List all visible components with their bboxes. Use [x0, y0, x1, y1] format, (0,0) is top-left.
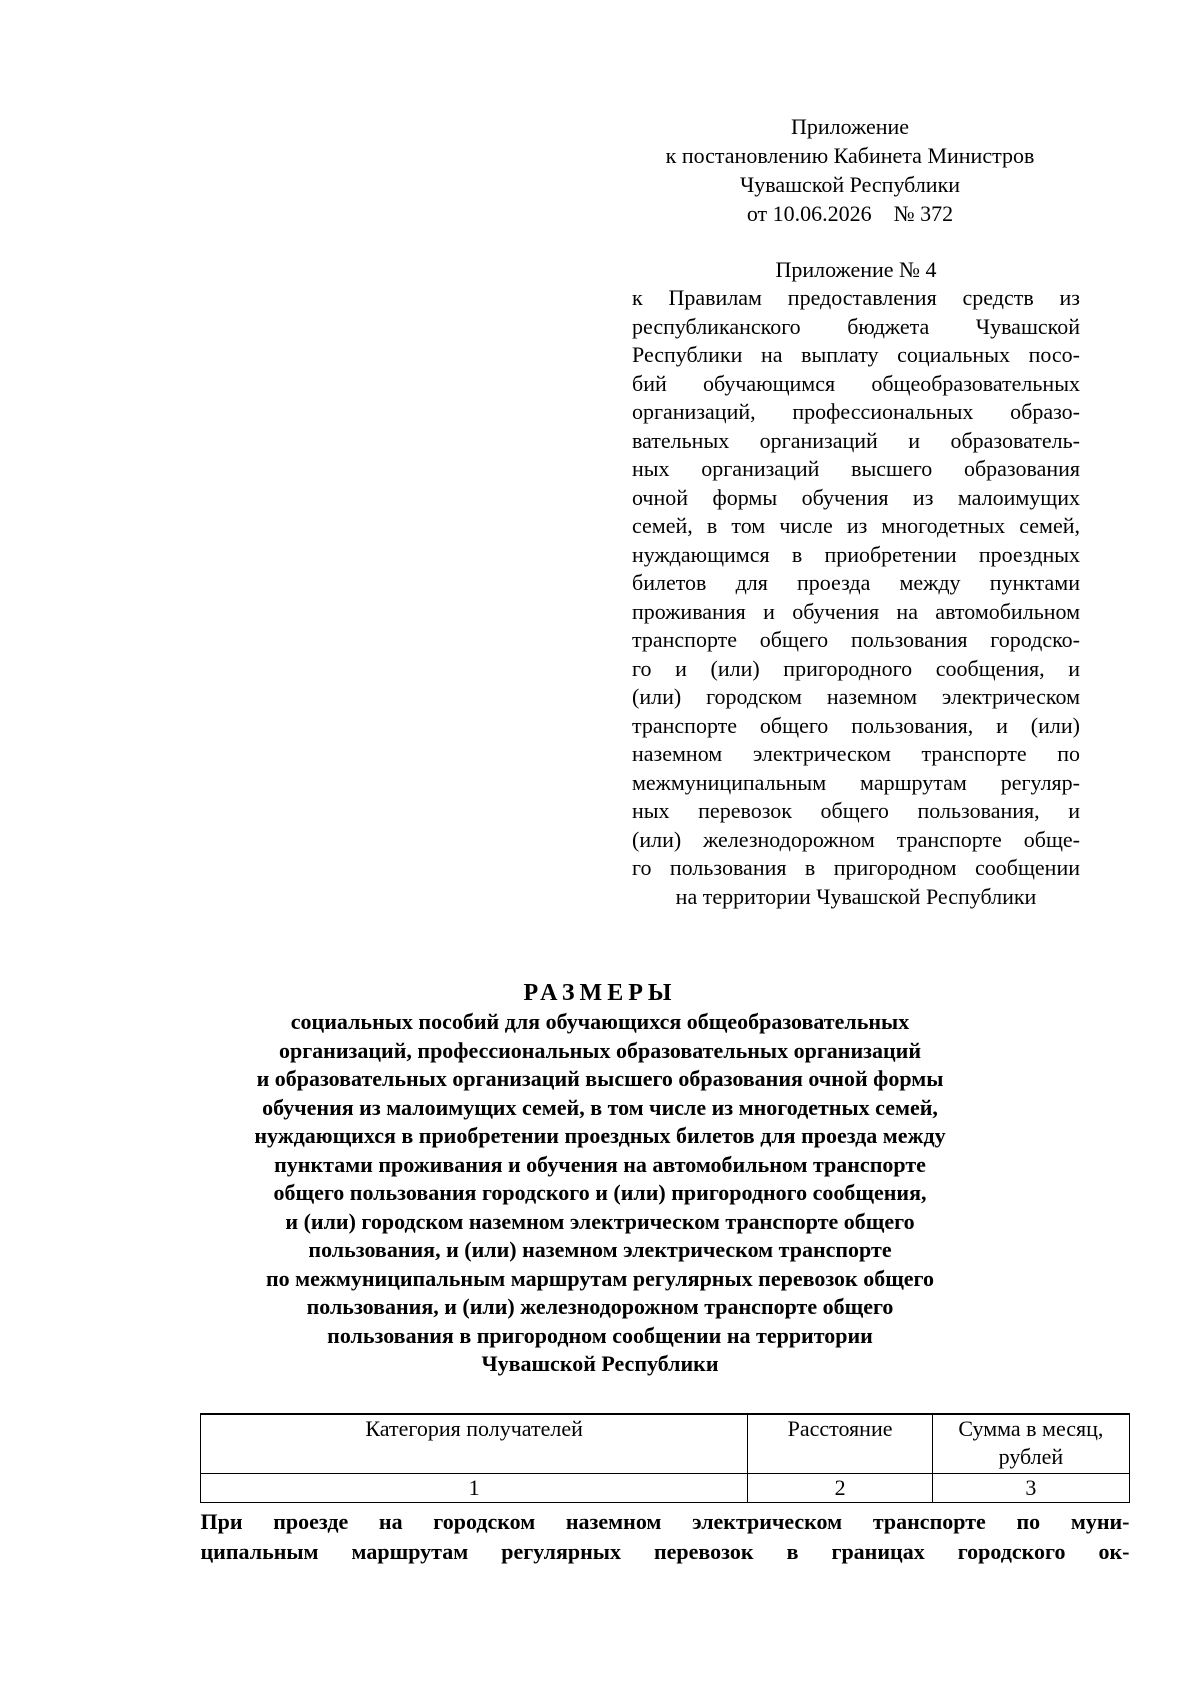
subtitle-line: обучения из малоимущих семей, в том числе из многодетных семей,: [262, 1094, 938, 1120]
appendix4-line: проживания и обучения на автомобильном: [632, 598, 1080, 624]
section-heading: [201, 1503, 1130, 1568]
appendix4-line: Республики на выплату социальных посо-: [632, 342, 1080, 367]
section-heading-line: При проезде на городском наземном электрическом транспорте по муни-: [200, 1509, 1130, 1534]
appendix4-line: организаций, профессиональных образо-: [632, 399, 1080, 424]
table-number-row: [201, 1474, 1130, 1503]
appendix-header: [600, 112, 1100, 228]
appendix4-line: к Правилам предоставления средств из: [632, 285, 1080, 310]
appendix4-line: наземном электрическом транспорте по: [632, 741, 1080, 766]
section-heading-line: ципальным маршрутам регулярных перевозок в границах городского ок-: [200, 1539, 1130, 1564]
subtitle-line: пунктами проживания и обучения на автомобильном транспорте: [274, 1151, 926, 1177]
appendix4-line: республиканского бюджета Чувашской: [632, 313, 1080, 339]
appendix4-body: [632, 284, 1080, 911]
appendix4-line: ных перевозок общего пользования, и: [632, 798, 1080, 823]
subtitle-line: нуждающихся в приобретении проездных билетов для проезда между: [254, 1123, 946, 1148]
appendix4-line: ных организаций высшего образования: [632, 456, 1080, 481]
subtitle-line: и (или) городском наземном электрическом транспорте общего: [285, 1208, 915, 1234]
subtitle-line: Чувашской Республики: [481, 1351, 719, 1376]
appendix4-line: на территории Чувашской Республики: [675, 883, 1037, 909]
appendix4-line: транспорте общего пользования, и (или): [632, 712, 1080, 738]
header-date-number: от 10.06.2026 № 372: [746, 201, 954, 226]
document-title: РАЗМЕРЫ: [523, 980, 677, 1006]
subtitle-line: и образовательных организаций высшего образования очной формы: [256, 1066, 944, 1091]
header-distance: Расстояние: [748, 1414, 933, 1474]
appendix4-line: семей, в том числе из многодетных семей,: [632, 513, 1080, 538]
subtitle-line: по межмуниципальным маршрутам регулярных перевозок общего: [265, 1265, 934, 1291]
benefits-table: [200, 1413, 1130, 1567]
header-recipient-category: Категория получателей: [201, 1414, 748, 1474]
header-monthly-amount: [932, 1414, 1129, 1474]
subtitle-line: пользования, и (или) наземном электрическом транспорте: [308, 1237, 892, 1262]
table-section-row: [201, 1503, 1130, 1568]
appendix4-line: вательных организаций и образователь-: [632, 427, 1080, 453]
column-number: 2: [748, 1474, 933, 1503]
appendix4-line: межмуниципальным маршрутам регуляр-: [632, 769, 1080, 795]
subtitle-line: организаций, профессиональных образовательных организаций: [278, 1037, 922, 1063]
subtitle-line: социальных пособий для обучающихся общеобразовательных: [290, 1009, 910, 1034]
header-line: к постановлению Кабинета Министров: [665, 143, 1035, 168]
appendix4-line: нуждающимся в приобретении проездных: [632, 541, 1080, 567]
appendix4-line: очной формы обучения из малоимущих: [632, 484, 1080, 510]
header-monthly-amount-line: рублей: [998, 1444, 1064, 1469]
appendix4-line: билетов для проезда между пунктами: [632, 570, 1080, 595]
appendix4-line: го пользования в пригородном сообщении: [632, 855, 1080, 880]
appendix4-line: (или) железнодорожном транспорте обще-: [632, 826, 1080, 852]
header-line: Чувашской Республики: [739, 172, 961, 197]
appendix4-line: (или) городском наземном электрическом: [632, 684, 1080, 709]
appendix4-line: го и (или) пригородного сообщения, и: [632, 655, 1080, 681]
appendix4-line: транспорте общего пользования городско-: [632, 627, 1080, 652]
appendix4-line: бий обучающимся общеобразовательных: [632, 370, 1080, 396]
subtitle-line: пользования в пригородном сообщении на территории: [327, 1322, 873, 1348]
appendix4-title: Приложение № 4: [775, 257, 937, 282]
header-line: Приложение: [790, 114, 910, 139]
subtitle-line: общего пользования городского и (или) пригородного сообщения,: [273, 1180, 927, 1205]
column-number: 3: [932, 1474, 1129, 1503]
table-header-row: [201, 1414, 1130, 1474]
column-number: 1: [201, 1474, 748, 1503]
header-monthly-amount-line: Сумма в месяц,: [958, 1416, 1104, 1441]
subtitle-line: пользования, и (или) железнодорожном транспорте общего: [306, 1294, 894, 1319]
document-subtitle: [100, 1008, 1100, 1379]
